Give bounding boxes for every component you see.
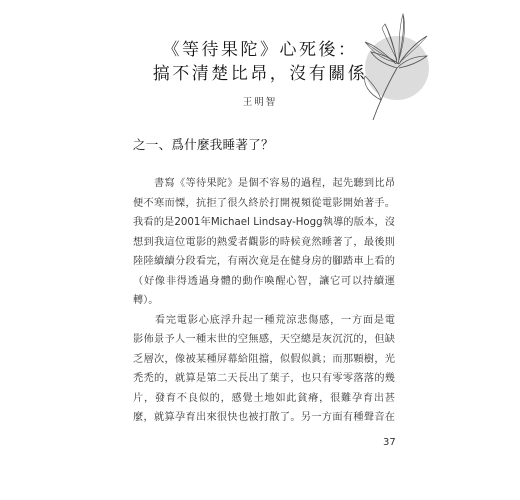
body-line: 便不寒而慄，抗拒了很久終於打開視頻從電影開始著手。 bbox=[133, 197, 395, 209]
title-block bbox=[0, 38, 520, 108]
title-line-2: 搞不清楚比昂，沒有關係 bbox=[152, 64, 368, 84]
body-line: 想到我這位電影的熱愛者觀影的時候竟然睡著了，最後則 bbox=[133, 236, 395, 248]
body-line: 陸陸續續分段看完，有兩次竟是在健身房的腳踏車上看的 bbox=[133, 256, 395, 267]
body-line: 我看的是2001年Michael Lindsay-Hogg執導的版本，沒 bbox=[133, 217, 395, 228]
body-line: （好像非得透過身體的動作喚醒心智，讓它可以持續運 bbox=[133, 275, 395, 287]
section-heading: 之一、爲什麼我睡著了？ bbox=[133, 137, 274, 152]
body-line: 片，發育不良似的，感覺土地如此貧瘠，很難孕育出甚 bbox=[133, 392, 395, 404]
title-line-1: 《等待果陀》心死後： bbox=[162, 40, 358, 60]
body-line: 禿禿的，就算是第二天長出了葉子，也只有零零落落的幾 bbox=[133, 373, 395, 384]
body-paragraphs bbox=[133, 174, 395, 428]
body-line: 看完電影心底浮升起一種荒涼悲傷感，一方面是電 bbox=[133, 314, 395, 326]
body-line: 乏層次，像被某種屏幕給阻擋，似假似眞；而那顆樹，光 bbox=[133, 353, 395, 365]
body-line: 麼，就算孕育出來很快也被打散了。另一方面有種聲音在 bbox=[133, 412, 395, 423]
page-number: 37 bbox=[383, 437, 396, 448]
body-line: 影佈景予人一種末世的空無感，天空總是灰沉沉的，但缺 bbox=[133, 334, 395, 345]
author-name: 王明智 bbox=[242, 97, 278, 108]
body-line: 書寫《等待果陀》是個不容易的過程，起先聽到比昂 bbox=[133, 178, 395, 189]
body-line: 轉）。 bbox=[133, 295, 159, 306]
